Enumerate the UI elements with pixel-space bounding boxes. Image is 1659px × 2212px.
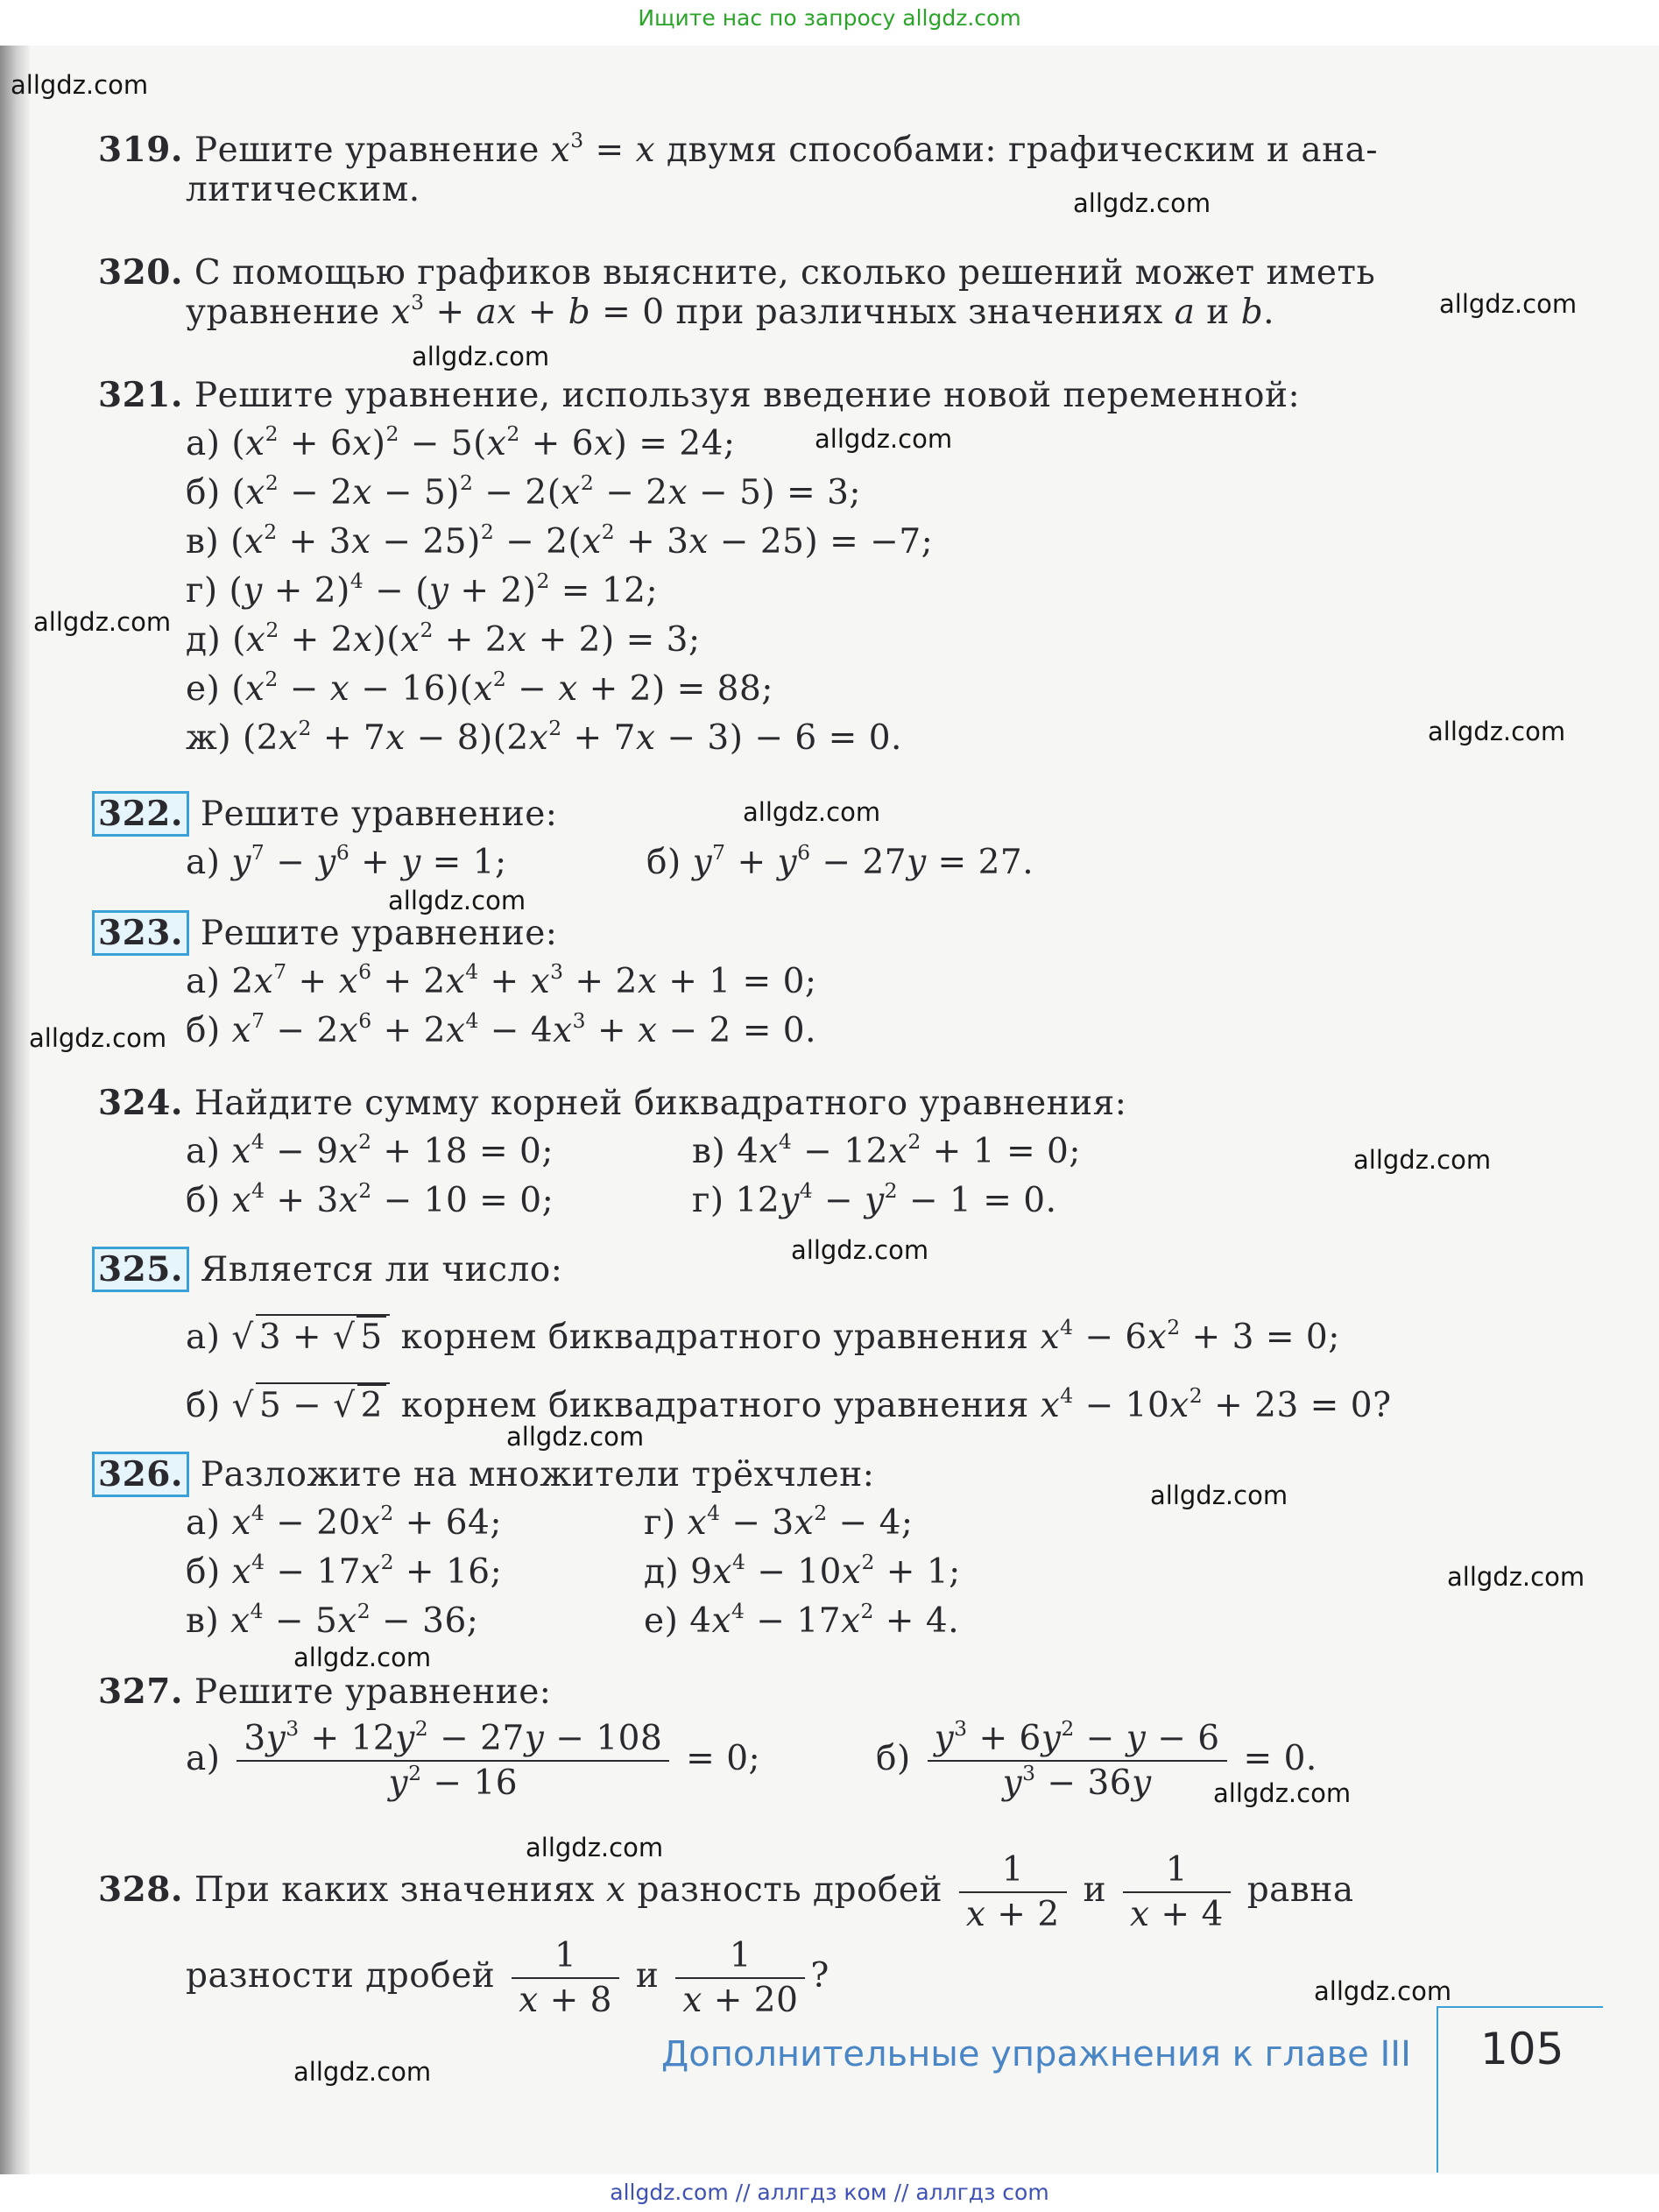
watermark: allgdz.com [743, 797, 881, 827]
footer-divider [1437, 2006, 1603, 2008]
problem-text: Решите уравнение [194, 131, 540, 170]
problem-321-title [98, 375, 1300, 415]
watermark: allgdz.com [1428, 717, 1566, 746]
problem-321-g: г) $(y + 2)^4 - (y + 2)^2 = 12$; [186, 568, 659, 611]
watermark: allgdz.com [11, 70, 149, 100]
problem-number: 320. [98, 252, 183, 293]
problem-text: двумя способами: графическим и ана- [666, 131, 1379, 170]
problem-text: и [1206, 293, 1230, 332]
item-label: в) [692, 1132, 726, 1171]
item-label: е) [644, 1601, 679, 1641]
watermark: allgdz.com [1213, 1778, 1352, 1808]
problem-326-e: е) $4x^4 - 17x^2 + 4$. [644, 1598, 960, 1641]
problem-322-a: а) $y^7 - y^6 + y = 1$; [186, 839, 507, 882]
problem-326-g: г) $x^4 - 3x^2 - 4$; [644, 1500, 914, 1543]
problem-326-a: а) $x^4 - 20x^2 + 64$; [186, 1500, 503, 1543]
problem-322-b: б) $y^7 + y^6 - 27y = 27$. [646, 839, 1034, 882]
search-hint-banner[interactable]: Ищите нас по запросу allgdz.com [638, 5, 1021, 31]
section-title: Дополнительные упражнения к главе III [661, 2034, 1411, 2074]
fraction: $\frac{1}{x + 8}$ [512, 1936, 619, 2020]
problem-text: равна [1246, 1870, 1354, 1910]
problem-number: 323. [92, 910, 189, 956]
watermark: allgdz.com [815, 424, 953, 454]
watermark: allgdz.com [791, 1235, 929, 1265]
problem-text: Решите уравнение, используя введение новой переменной: [194, 376, 1301, 415]
problem-text: С помощью графиков выясните, сколько решений может иметь [194, 253, 1376, 293]
problem-325-b: б) √ 5 − √ 2 корнем биквадратного уравнения $x^4 - 10x^2 + 23 = 0$? [186, 1382, 1392, 1425]
problem-326-d: д) $9x^4 - 10x^2 + 1$; [644, 1549, 961, 1592]
problem-323-title [98, 913, 557, 953]
item-label: б) [186, 473, 221, 512]
problem-text: уравнение [186, 293, 380, 332]
item-label: г) [644, 1503, 676, 1543]
problem-text: корнем биквадратного уравнения [400, 1386, 1029, 1425]
problem-322-title [98, 794, 557, 834]
book-spine-shadow [0, 46, 30, 2174]
watermark: allgdz.com [1447, 1562, 1585, 1592]
item-label: ж) [186, 718, 232, 758]
problem-321-zh: ж) $(2x^2 + 7x - 8)(2x^2 + 7x - 3) - 6 = 0$. [186, 715, 902, 758]
item-label: б) [186, 1552, 221, 1592]
bottom-links[interactable]: allgdz.com // аллгдз ком // аллгдз com [610, 2180, 1049, 2205]
fraction: $\frac{1}{x + 4}$ [1123, 1850, 1231, 1934]
problem-number: 319. [98, 130, 183, 170]
problem-326-b: б) $x^4 - 17x^2 + 16$; [186, 1549, 503, 1592]
footer-divider [1437, 2006, 1438, 2173]
problem-321-v: в) $(x^2 + 3x - 25)^2 - 2(x^2 + 3x - 25) = -7$; [186, 519, 934, 562]
problem-328-line2: разности дробей $\frac{1}{x + 8}$ и $\frac{1}{x + 20}$ ? [186, 1936, 830, 2020]
problem-324-title [98, 1083, 1126, 1123]
watermark: allgdz.com [526, 1833, 664, 1862]
watermark: allgdz.com [29, 1023, 167, 1053]
problem-text: Найдите сумму корней биквадратного уравнения: [194, 1084, 1127, 1123]
problem-text: Является ли число: [200, 1250, 563, 1290]
problem-325-title [98, 1249, 562, 1290]
problem-328-line1: 328. При каких значениях x разность дробей $\frac{1}{x + 2}$ и $\frac{1}{x + 4}$ равна [98, 1850, 1354, 1934]
problem-text: Решите уравнение: [194, 1672, 552, 1712]
watermark: allgdz.com [1439, 289, 1578, 319]
item-label: а) [186, 1132, 221, 1171]
problem-number: 328. [98, 1869, 183, 1910]
problem-321-b: б) $(x^2 - 2x - 5)^2 - 2(x^2 - 2x - 5) = 3$; [186, 470, 862, 512]
problem-text: разности дробей [186, 1956, 496, 1996]
item-label: е) [186, 669, 221, 709]
watermark: allgdz.com [293, 2057, 432, 2087]
problem-number: 322. [92, 791, 189, 837]
item-label: б) [186, 1181, 221, 1220]
item-label: в) [186, 1601, 220, 1641]
problem-text: при различных значениях [675, 293, 1163, 332]
problem-text: и [1083, 1870, 1107, 1910]
problem-number: 321. [98, 375, 183, 415]
item-label: а) [186, 424, 221, 463]
fraction: $\frac{1}{x + 2}$ [959, 1850, 1067, 1934]
problem-number: 326. [92, 1452, 189, 1497]
item-label: б) [646, 843, 681, 882]
problem-321-e: е) $(x^2 - x - 16)(x^2 - x + 2) = 88$; [186, 666, 773, 709]
item-label: г) [692, 1181, 724, 1220]
problem-324-b: б) $x^4 + 3x^2 - 10 = 0$; [186, 1177, 554, 1220]
problem-326-v: в) $x^4 - 5x^2 - 36$; [186, 1598, 479, 1641]
watermark: allgdz.com [1314, 1976, 1452, 2006]
item-label: а) [186, 1503, 221, 1543]
problem-324-g: г) $12y^4 - y^2 - 1 = 0$. [692, 1177, 1057, 1220]
item-label: г) [186, 571, 218, 611]
item-label: б) [876, 1739, 911, 1778]
page-number: 105 [1480, 2024, 1564, 2074]
watermark: allgdz.com [506, 1422, 645, 1452]
problem-319-line1: 319. Решите уравнение $x^3 = x$ двумя способами: графическим и ана- [98, 127, 1379, 170]
problem-text: При каких значениях [194, 1870, 596, 1910]
problem-321-d: д) $(x^2 + 2x)(x^2 + 2x + 2) = 3$; [186, 617, 701, 660]
problem-326-title [98, 1454, 874, 1495]
watermark: allgdz.com [388, 886, 526, 915]
item-label: б) [186, 1011, 221, 1050]
problem-327-a: а) $\frac{3y^3 + 12y^2 - 27y - 108}{y^2 - 16}$ = 0; [186, 1715, 761, 1803]
watermark: allgdz.com [1150, 1481, 1288, 1510]
problem-324-v: в) $4x^4 - 12x^2 + 1 = 0$; [692, 1128, 1081, 1171]
item-label: д) [186, 620, 222, 660]
problem-323-b: б) $x^7 - 2x^6 + 2x^4 - 4x^3 + x - 2 = 0$. [186, 1007, 817, 1050]
watermark: allgdz.com [293, 1643, 432, 1672]
problem-text: Решите уравнение: [200, 795, 558, 834]
problem-327-b: б) $\frac{y^3 + 6y^2 - y - 6}{y^3 - 36y}$ = 0. [876, 1715, 1317, 1803]
item-label: а) [186, 1739, 221, 1778]
watermark: allgdz.com [412, 342, 550, 371]
item-label: а) [186, 1318, 221, 1357]
problem-325-a: а) √ 3 + √ 5 корнем биквадратного уравнения $x^4 - 6x^2 + 3 = 0$; [186, 1314, 1340, 1357]
problem-320-line1 [98, 252, 1375, 293]
item-label: в) [186, 522, 220, 562]
problem-number: 327. [98, 1671, 183, 1712]
item-label: а) [186, 962, 221, 1001]
item-label: а) [186, 843, 221, 882]
problem-319-line2 [186, 170, 420, 209]
problem-320-line2: уравнение $x^3$ + ax + b = 0 при различных значениях a и b. [186, 289, 1275, 332]
fraction: $\frac{1}{x + 20}$ [675, 1936, 805, 2020]
fraction: $\frac{3y^3 + 12y^2 - 27y - 108}{y^2 - 16}$ [236, 1719, 669, 1803]
problem-324-a: а) $x^4 - 9x^2 + 18 = 0$; [186, 1128, 554, 1171]
problem-text: литическим. [186, 170, 420, 209]
item-label: д) [644, 1552, 680, 1592]
fraction: $\frac{y^3 + 6y^2 - y - 6}{y^3 - 36y}$ [928, 1719, 1227, 1803]
problem-number: 325. [92, 1247, 189, 1292]
problem-text: разность дробей [637, 1870, 942, 1910]
problem-323-a: а) $2x^7 + x^6 + 2x^4 + x^3 + 2x + 1 = 0$; [186, 958, 817, 1001]
watermark: allgdz.com [33, 607, 172, 637]
watermark: allgdz.com [1073, 188, 1211, 218]
watermark: allgdz.com [1353, 1145, 1492, 1175]
problem-text: корнем биквадратного уравнения [400, 1318, 1029, 1357]
problem-text: и [635, 1956, 660, 1996]
problem-321-a: а) $(x^2 + 6x)^2 - 5(x^2 + 6x) = 24$; [186, 420, 736, 463]
problem-text: Разложите на множители трёхчлен: [200, 1455, 875, 1495]
item-label: б) [186, 1386, 221, 1425]
problem-number: 324. [98, 1083, 183, 1123]
problem-327-title [98, 1671, 551, 1712]
problem-text: Решите уравнение: [200, 914, 558, 953]
